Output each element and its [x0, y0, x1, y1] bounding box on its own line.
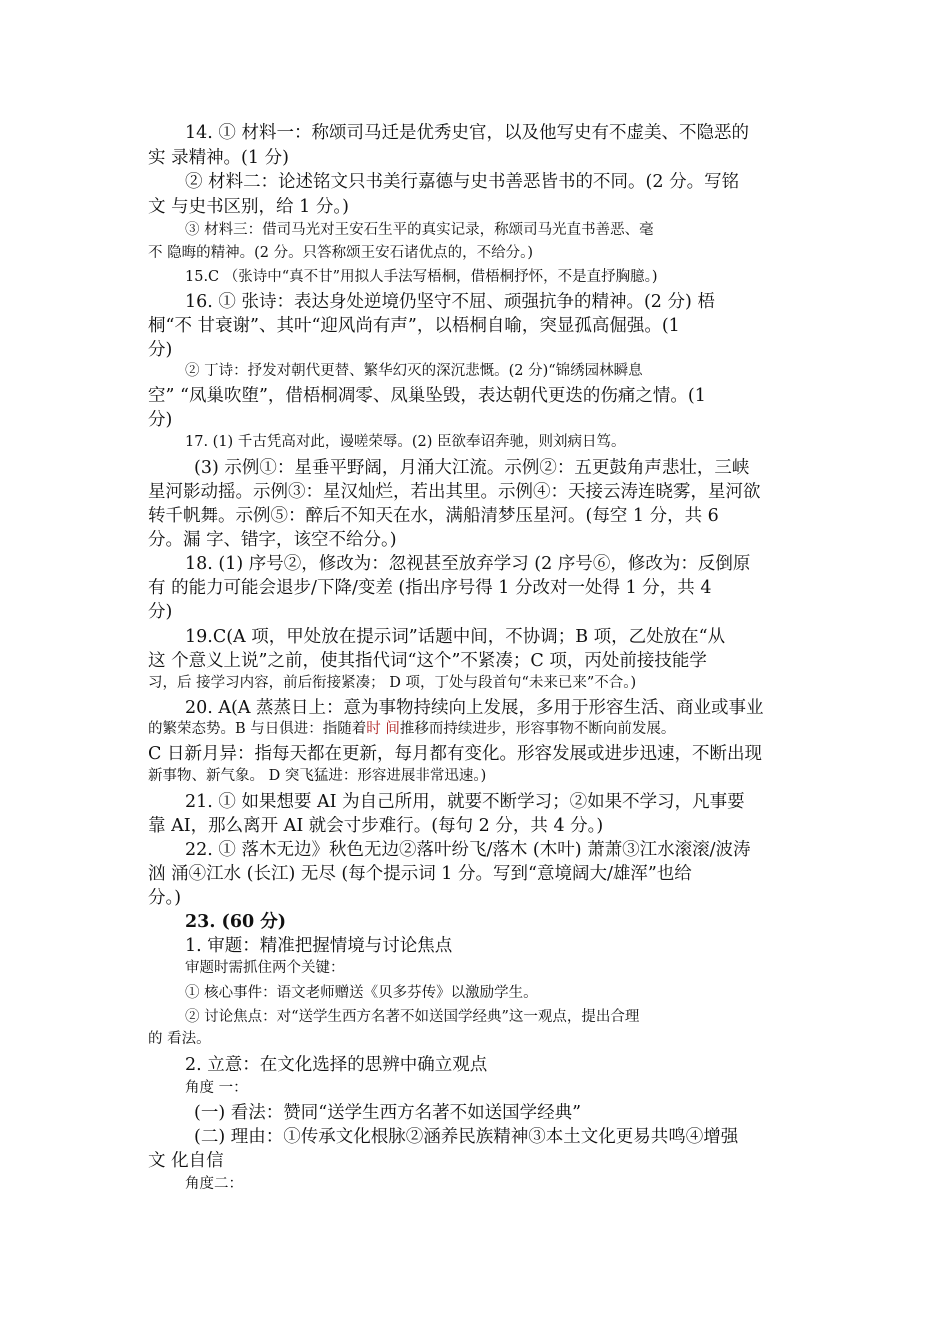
q17-line-3: 星河影动摇。示例③：星汉灿烂，若出其里。示例④：天接云涛连晓雾，星河欲 [148, 482, 761, 502]
q18-line-1: 18. (1) 序号②，修改为：忽视甚至放弃学习 (2 序号⑥，修改为：反倒原 [185, 554, 751, 574]
q23-reason-cont: 文 化自信 [148, 1151, 224, 1171]
q16-line-6: 分) [148, 410, 173, 430]
q20-line-4: 新事物、新气象。 D 突飞猛进：形容进展非常迅速。) [148, 768, 487, 784]
q23-line-1: 审题时需抓住两个关键： [185, 960, 345, 976]
q17-line-4: 转千帆舞。示例⑤：醉后不知天在水，满船清梦压星河。(每空 1 分，共 6 [148, 506, 719, 526]
q14-line-1: 14. ① 材料一：称颂司马迁是优秀史官，以及他写史有不虚美、不隐恶的 [185, 123, 749, 143]
q17-line-5: 分。漏 字、错字，该空不给分。) [148, 530, 397, 550]
q20-highlight: 时 间 [366, 721, 400, 737]
q23-section-1: 1. 审题：精准把握情境与讨论焦点 [185, 936, 453, 956]
q18-line-2: 有 的能力可能会退步/下降/变差 (指出序号得 1 分改对一处得 1 分，共 4 [148, 578, 712, 598]
q23-section-2: 2. 立意：在文化选择的思辨中确立观点 [185, 1055, 488, 1075]
q23-line-3: ② 讨论焦点：对“送学生西方名著不如送国学经典”这一观点，提出合理 [185, 1009, 640, 1025]
q20-line-1: 20. A(A 蒸蒸日上：意为事物持续向上发展，多用于形容生活、商业或事业 [185, 698, 764, 718]
q20-line-2-b: 推移而持续进步，形容事物不断向前发展。 [399, 721, 676, 737]
q22-line-2: 汹 涌④江水 (长江) 无尽 (每个提示词 1 分。写到“意境阔大/雄浑”也给 [148, 864, 692, 884]
q17-line-1: 17. (1) 千古凭高对此，谩嗟荣辱。(2) 臣欲奉诏奔驰，则刘病日笃。 [185, 434, 626, 450]
q23-angle-1: 角度 一： [185, 1080, 248, 1096]
q23-heading: 23. (60 分) [185, 912, 287, 932]
q19-line-1: 19.C(A 项，甲处放在提示词”话题中间，不协调；B 项，乙处放在“从 [185, 627, 726, 647]
q23-line-4: 的 看法。 [148, 1031, 211, 1047]
q14-line-5: ③ 材料三：借司马光对王安石生平的真实记录，称颂司马光直书善恶、毫 [185, 222, 654, 238]
q20-line-2-a: 的繁荣态势。B 与日俱进：指随着 [148, 721, 367, 737]
q14-line-3: ② 材料二：论述铭文只书美行嘉德与史书善恶皆书的不同。(2 分。写铭 [185, 172, 740, 192]
q22-line-1: 22. ① 落木无边》秋色无边②落叶纷飞/落木 (木叶) 萧萧③江水滚滚/波涛 [185, 840, 751, 860]
q21-line-1: 21. ① 如果想要 AI 为自己所用，就要不断学习；②如果不学习，凡事要 [185, 792, 745, 812]
q16-line-2: 桐“不 甘衰谢”、其叶“迎风尚有声”，以梧桐自喻，突显孤高倔强。(1 [148, 316, 680, 336]
q14-line-2: 实 录精神。(1 分) [148, 148, 289, 168]
q20-line-3: C 日新月异：指每天都在更新，每月都有变化。形容发展或进步迅速，不断出现 [148, 744, 762, 764]
q23-view: (一) 看法：赞同“送学生西方名著不如送国学经典” [194, 1103, 582, 1123]
q23-reason: (二) 理由：①传承文化根脉②涵养民族精神③本土文化更易共鸣④增强 [194, 1127, 739, 1147]
q23-line-2: ① 核心事件：语文老师赠送《贝多芬传》以激励学生。 [185, 985, 538, 1001]
q23-angle-2: 角度二： [185, 1176, 243, 1192]
q16-line-4: ② 丁诗：抒发对朝代更替、繁华幻灭的深沉悲慨。(2 分)“锦绣园林瞬息 [185, 363, 643, 379]
q16-line-5: 空” “凤巢吹堕”，借梧桐凋零、凤巢坠毁，表达朝代更迭的伤痛之情。(1 [148, 386, 706, 406]
q19-line-3: 习，后 接学习内容，前后衔接紧凑； D 项，丁处与段首句“未来已来”不合。) [148, 675, 637, 691]
q22-line-3: 分。) [148, 888, 182, 908]
q14-line-6: 不 隐晦的精神。(2 分。只答称颂王安石诸优点的，不给分。) [148, 245, 534, 261]
q15-line: 15.C （张诗中“真不甘”用拟人手法写梧桐，借梧桐抒怀，不是直抒胸臆。) [185, 269, 658, 285]
q14-line-4: 文 与史书区别，给 1 分。) [148, 197, 349, 217]
q19-line-2: 这 个意义上说”之前，使其指代词“这个”不紧凑；C 项，丙处前接技能学 [148, 651, 707, 671]
q21-line-2: 靠 AI，那么离开 AI 就会寸步难行。(每句 2 分，共 4 分。) [148, 816, 604, 836]
q20-line-2 [148, 721, 675, 738]
q17-line-2: (3) 示例①：星垂平野阔，月涌大江流。示例②：五更鼓角声悲壮，三峡 [194, 458, 750, 478]
q16-line-3: 分) [148, 340, 173, 360]
q16-line-1: 16. ① 张诗：表达身处逆境仍坚守不屈、顽强抗争的精神。(2 分) 梧 [185, 292, 715, 312]
q18-line-3: 分) [148, 602, 173, 622]
